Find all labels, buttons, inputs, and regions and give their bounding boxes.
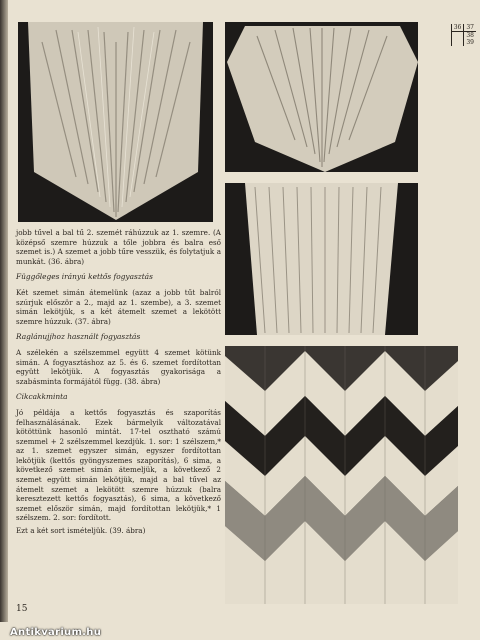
fig-num-36: 36	[451, 24, 464, 32]
photo-fig-39-chevron-pattern	[225, 346, 458, 604]
watermark: Antikvarium.hu	[10, 627, 102, 638]
fig-num-38: 38	[464, 32, 476, 40]
photo-fig-36-knit-decrease	[18, 22, 213, 222]
book-spine-shadow	[0, 0, 8, 640]
photo-fig-38-raglan-decrease	[225, 183, 418, 335]
paragraph-fig-37: Két szemet simán átemelünk (azaz a jobb tűt balról szúrjuk először a 2., majd az 1. szembe), a 3. szemet simán lekötjük, s a két átemelt szemet a lekötött szemre húzzuk. (37. ábra)	[16, 287, 221, 326]
text-column	[16, 228, 221, 539]
figure-number-index	[451, 24, 476, 46]
paragraph-zigzag-instructions: Jó példája a kettős fogyasztás és szaporítás felhasználásának. Ezek bármelyik változatával kötöttünk hasonló mintát. 17-tel osztható számú szemmel + 2 szélszemmel kezdjük. 1. sor: 1 szélszem,* az 1. szemet egyszer simán, egyszer fordítottan lekötjük (kettős gyöngyszemes szaporítás), 6 sima, a következő szemet simán átemeljük, a következő 2 szemet együtt simán lekötjük, majd a bal tűvel az átemelt szemet a lekötött szemre húzzuk (balra keresztezett kettős fogyasztás), 6 sima, a következő szemet először simán, majd fordítottan lekötjük,* 1 szélszem. 2. sor: fordított.	[16, 407, 221, 523]
heading-zigzag-pattern: Cikcakkminta	[16, 392, 68, 402]
paragraph-fig-36: jobb tűvel a bal tű 2. szemét ráhúzzuk az 1. szemre. (A középső szemre húzzuk a tőle jobbra és balra eső szemet is.) A szemet a jobb tűre vesszük, és folytatjuk a munkát. (36. ábra)	[16, 228, 221, 266]
fig-num-37: 37	[464, 24, 476, 32]
page-number: 15	[16, 604, 28, 614]
fig-num-39: 39	[464, 39, 476, 46]
heading-raglan-decrease: Raglánujjhoz használt fogyasztás	[16, 332, 141, 342]
heading-vertical-double-decrease: Függőleges irányú kettős fogyasztás	[16, 272, 153, 282]
paragraph-fig-38: A szélekén a szélszemmel együtt 4 szemet kötünk simán. A fogyasztáshoz az 5. és 6. szemet fordítottan együtt lekötjük. A fogyasztás gyakorisága a szabásminta formájától függ. (38. ábra)	[16, 347, 221, 386]
photo-fig-37-vertical-decrease	[225, 22, 418, 172]
paragraph-fig-39: Ezt a két sort ismételjük. (39. ábra)	[16, 526, 146, 536]
